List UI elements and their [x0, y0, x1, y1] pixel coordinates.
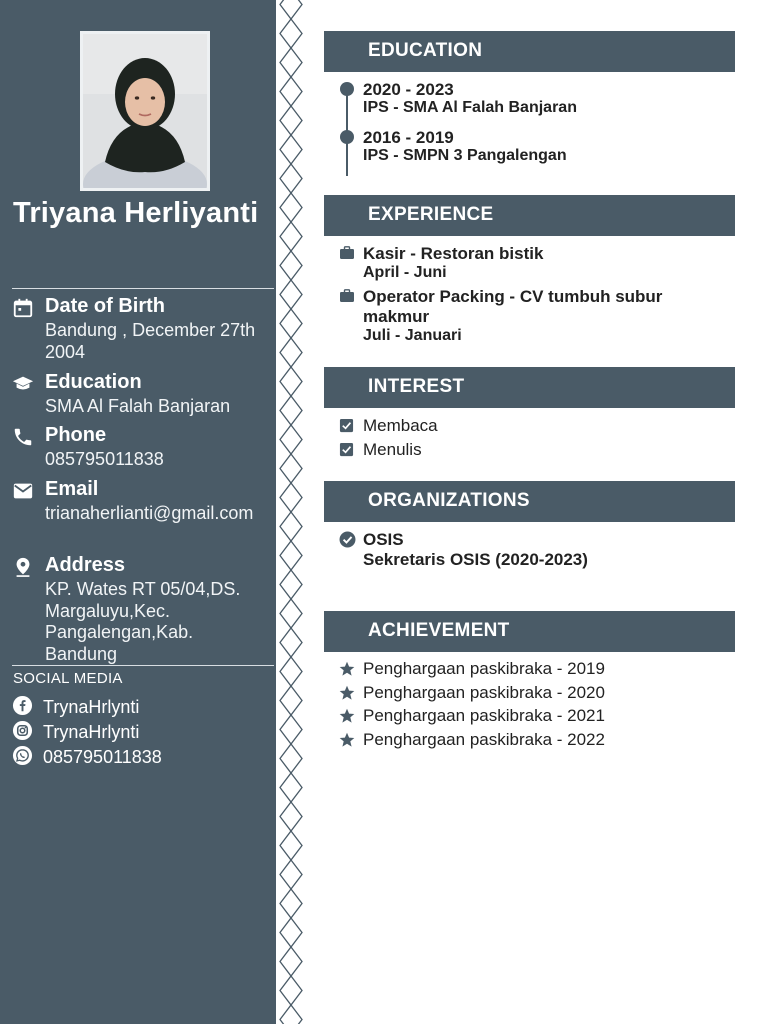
- info-address: [12, 553, 274, 664]
- achievement-item: Penghargaan paskibraka - 2020: [363, 683, 605, 702]
- address-label: Address: [45, 554, 126, 576]
- experience-period: April - Juni: [363, 264, 447, 281]
- star-icon: [339, 661, 355, 677]
- section-experience-title: EXPERIENCE: [368, 204, 494, 225]
- section-organizations-title: ORGANIZATIONS: [368, 490, 530, 511]
- instagram-icon: [12, 720, 33, 741]
- section-organizations-header: [324, 481, 735, 522]
- graduation-cap-icon: [12, 373, 34, 395]
- profile-name: Triyana Herliyanti: [13, 197, 259, 229]
- email-label: Email: [45, 478, 99, 500]
- whatsapp-number: 085795011838: [43, 747, 162, 767]
- briefcase-icon: [339, 288, 355, 304]
- experience-role: Operator Packing - CV tumbuh subur: [363, 287, 663, 306]
- birth-value: Bandung , December 27th 2004: [45, 320, 256, 362]
- info-birth: [12, 294, 274, 364]
- experience-period: Juli - Januari: [363, 327, 462, 344]
- email-value: trianaherlianti@gmail.com: [45, 503, 254, 523]
- star-icon: [339, 708, 355, 724]
- star-icon: [339, 685, 355, 701]
- experience-role: Kasir - Restoran bistik: [363, 244, 544, 263]
- experience-role-cont: makmur: [363, 307, 430, 326]
- education-label: Education: [45, 371, 142, 393]
- education-value: SMA Al Falah Banjaran: [45, 396, 231, 416]
- section-experience-header: [324, 195, 735, 236]
- organization-role: Sekretaris OSIS (2020-2023): [363, 550, 588, 569]
- info-email: [12, 477, 274, 547]
- address-value: KP. Wates RT 05/04,DS. Margaluyu,Kec. Pangalengan,Kab. Bandung: [45, 579, 241, 664]
- interest-item: Menulis: [363, 440, 422, 459]
- star-icon: [339, 732, 355, 748]
- achievement-item: Penghargaan paskibraka - 2021: [363, 706, 605, 725]
- section-interest-title: INTEREST: [368, 376, 465, 397]
- calendar-icon: [12, 297, 34, 319]
- sidebar: [0, 0, 276, 1024]
- phone-icon: [12, 426, 34, 448]
- timeline-dot: [340, 130, 354, 144]
- envelope-icon: [12, 480, 34, 502]
- education-detail: IPS - SMA Al Falah Banjaran: [363, 99, 577, 116]
- checkbox-icon: [339, 418, 354, 433]
- phone-label: Phone: [45, 424, 107, 446]
- birth-label: Date of Birth: [45, 295, 165, 317]
- section-education-title: EDUCATION: [368, 40, 483, 61]
- instagram-handle: TrynaHrlynti: [43, 722, 140, 742]
- section-interest-header: [324, 367, 735, 408]
- organization-name: OSIS: [363, 530, 404, 549]
- sidebar-divider-2: [12, 665, 274, 666]
- section-achievement-header: [324, 611, 735, 652]
- interest-item: Membaca: [363, 416, 438, 435]
- achievement-item: Penghargaan paskibraka - 2022: [363, 730, 605, 749]
- info-education: [12, 370, 274, 418]
- sidebar-divider: [12, 288, 274, 289]
- education-years: 2020 - 2023: [363, 80, 454, 99]
- social-media-title: SOCIAL MEDIA: [13, 670, 123, 687]
- checkbox-icon: [339, 442, 354, 457]
- location-pin-icon: [12, 556, 34, 578]
- info-phone: [12, 423, 274, 471]
- education-detail: IPS - SMPN 3 Pangalengan: [363, 147, 567, 164]
- section-education-header: [324, 31, 735, 72]
- decorative-diamond-border: [276, 0, 306, 1024]
- whatsapp-icon: [12, 745, 33, 766]
- phone-value: 085795011838: [45, 449, 164, 469]
- facebook-handle: TrynaHrlynti: [43, 697, 140, 717]
- achievement-item: Penghargaan paskibraka - 2019: [363, 659, 605, 678]
- check-circle-icon: [339, 531, 356, 548]
- education-years: 2016 - 2019: [363, 128, 454, 147]
- facebook-icon: [12, 695, 33, 716]
- section-achievement-title: ACHIEVEMENT: [368, 620, 510, 641]
- briefcase-icon: [339, 245, 355, 261]
- profile-photo: [80, 31, 210, 191]
- timeline-dot: [340, 82, 354, 96]
